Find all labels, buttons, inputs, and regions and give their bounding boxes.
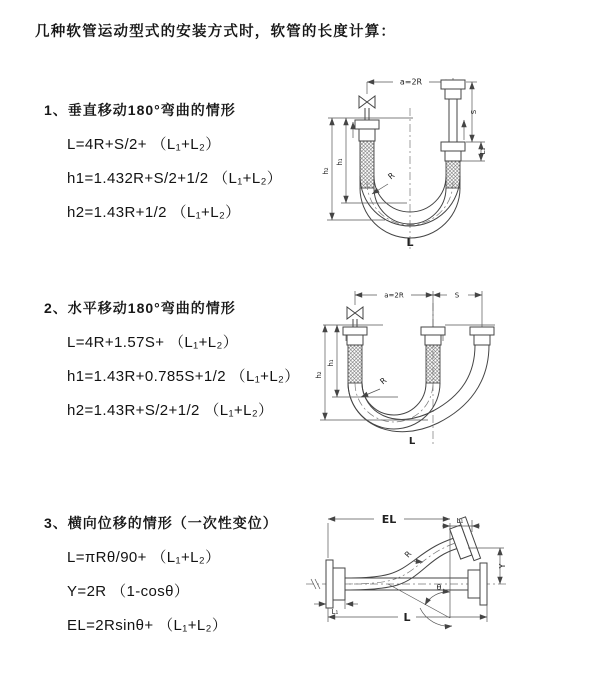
diagram-vertical-180-bend xyxy=(315,72,500,262)
hose-u-position-1 xyxy=(348,383,440,429)
section-3-heading: 3、横向位移的情形（一次性变位） xyxy=(44,515,278,531)
dim-label-l1: L₁ xyxy=(479,147,487,155)
formula-length: L=4R+1.57S+ （L₁+L₂） xyxy=(67,334,239,351)
hose-s-curve xyxy=(345,538,462,590)
formula-el: EL=2Rsinθ+ （L₁+L₂） xyxy=(67,617,228,634)
formula-h1: h1=1.432R+S/2+1/2 （L₁+L₂） xyxy=(67,170,283,187)
left-pipe-fitting xyxy=(355,108,379,188)
section-1-heading: 1、垂直移动180°弯曲的情形 xyxy=(44,102,236,118)
dim-label-l1-top: L₁ xyxy=(456,517,464,525)
formula-length: L=πRθ/90+ （L₁+L₂） xyxy=(67,549,221,566)
dim-label-l: L xyxy=(406,236,414,249)
dim-label-l: L xyxy=(403,611,411,624)
section-lateral-displacement xyxy=(44,513,278,635)
section-horizontal-movement xyxy=(44,298,300,420)
dim-label-h1: h₁ xyxy=(327,359,335,367)
dim-label-s: S xyxy=(454,291,460,300)
right-pipe-fitting-lower xyxy=(441,142,465,188)
formula-length: L=4R+S/2+ （L₁+L₂） xyxy=(67,136,221,153)
radius-leader xyxy=(372,171,397,194)
dim-label-y: Y xyxy=(498,563,507,569)
page-title: 几种软管运动型式的安装方式时，软管的长度计算： xyxy=(35,24,397,40)
dim-stroke-s xyxy=(433,291,482,327)
dim-label-r: R xyxy=(378,375,389,387)
right-pipe-fitting xyxy=(470,327,494,345)
valve-icon xyxy=(359,96,375,108)
diagram-lateral-displacement xyxy=(300,505,515,640)
braided-hose-left xyxy=(360,141,374,188)
section-vertical-movement xyxy=(44,100,282,222)
dim-span-2r xyxy=(367,78,453,95)
right-flange-straight xyxy=(468,563,487,605)
dim-label-r: R xyxy=(402,549,414,560)
formula-h1: h1=1.43R+0.785S+1/2 （L₁+L₂） xyxy=(67,368,300,385)
middle-pipe-fitting xyxy=(421,327,445,383)
dim-label-theta: θ xyxy=(436,583,442,592)
dim-label-s: S xyxy=(470,109,478,115)
right-flange-displaced xyxy=(448,517,481,565)
valve-icon xyxy=(347,307,363,319)
diagram-horizontal-180-bend xyxy=(313,283,513,458)
left-flange xyxy=(326,560,345,608)
dim-stroke-s xyxy=(466,82,485,142)
dim-el xyxy=(328,513,450,618)
angle-construction xyxy=(388,583,452,626)
dim-label-l1-bottom: L₁ xyxy=(331,608,339,616)
dim-label-r: R xyxy=(386,170,397,182)
hose-u-position-2 xyxy=(348,345,489,432)
formula-y: Y=2R （1-cosθ） xyxy=(67,583,190,600)
section-2-heading: 2、水平移动180°弯曲的情形 xyxy=(44,300,236,316)
formula-h2: h2=1.43R+S/2+1/2 （L₁+L₂） xyxy=(67,402,274,419)
dim-label-h2: h₂ xyxy=(322,167,330,175)
formula-h2: h2=1.43R+1/2 （L₁+L₂） xyxy=(67,204,241,221)
dim-label-h1: h₁ xyxy=(336,158,344,166)
left-pipe-fitting xyxy=(343,327,367,383)
dim-label-span: a=2R xyxy=(399,77,423,87)
dim-l xyxy=(328,605,487,624)
dim-l1-bottom xyxy=(314,600,358,616)
dim-label-h2: h₂ xyxy=(315,371,323,379)
dim-label-span: a=2R xyxy=(384,291,404,300)
dim-label-el: EL xyxy=(381,513,397,526)
dim-span-2r xyxy=(355,291,433,327)
radius-leader xyxy=(361,376,389,397)
dim-label-l: L xyxy=(408,436,416,447)
right-pipe-fitting-upper xyxy=(441,80,465,142)
